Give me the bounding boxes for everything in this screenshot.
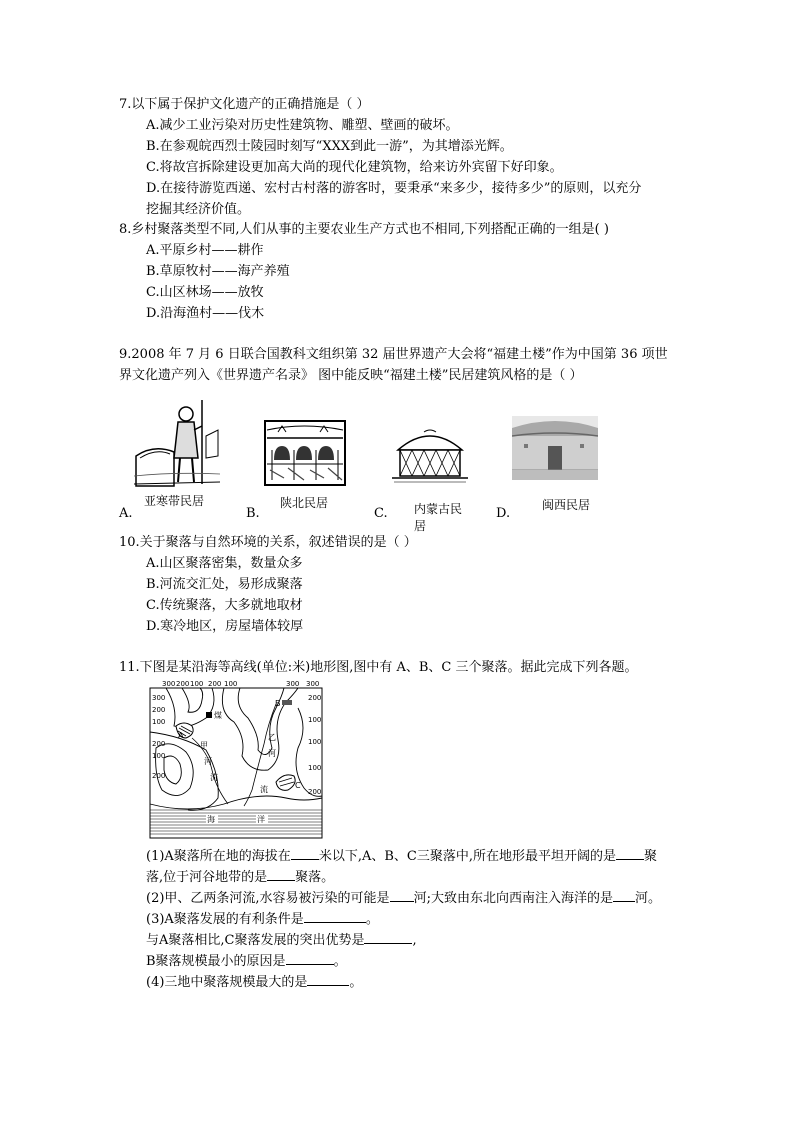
map-top-label: 200 bbox=[208, 680, 222, 688]
contour-map bbox=[148, 678, 326, 840]
q11-sub3-text-f: 。 bbox=[333, 954, 347, 969]
coal-label: 煤 bbox=[214, 711, 222, 720]
sea-label-1: 海 bbox=[207, 815, 215, 824]
q10-option-b: B.河流交汇处，易形成聚落 bbox=[146, 577, 303, 592]
q7-option-d-cont: 挖掘其经济价值。 bbox=[146, 202, 251, 217]
q11-sub3-text-c: 与A聚落相比,C聚落发展的突出优势是 bbox=[146, 933, 365, 948]
q11-sub1-text-d: 落,位于河谷地带的是 bbox=[146, 870, 268, 885]
settlement-a-label: A bbox=[178, 731, 184, 740]
q11-sub3 bbox=[146, 909, 379, 929]
q11-sub2-text-b: 河;大致由东北向西南注入海洋的是 bbox=[413, 891, 613, 906]
q9-image-a bbox=[134, 396, 220, 508]
q11-sub3-e bbox=[146, 951, 347, 971]
map-top-label: 300 bbox=[306, 680, 320, 688]
sea-label-2: 洋 bbox=[257, 815, 265, 824]
answer-blank[interactable] bbox=[390, 888, 414, 902]
q9-caption-a: 亚寒带民居 bbox=[144, 494, 205, 508]
q11-sub3-text-a: (3)A聚落发展的有利条件是 bbox=[146, 912, 304, 927]
q9-letter-a: A. bbox=[119, 506, 133, 521]
q11-sub4-text-a: (4)三地中聚落规模最大的是 bbox=[146, 975, 308, 990]
river-yi-he-label: 河 bbox=[268, 749, 276, 758]
map-right-label: 200 bbox=[308, 694, 322, 702]
map-top-label: 300 bbox=[162, 680, 176, 688]
q11-sub3-text-d: , bbox=[412, 933, 417, 948]
map-left-label: 200 bbox=[152, 740, 166, 748]
answer-blank[interactable] bbox=[616, 846, 644, 860]
q11-sub1-line1 bbox=[146, 846, 657, 866]
q7-option-a: A.减少工业污染对历史性建筑物、雕塑、壁画的破坏。 bbox=[146, 118, 459, 133]
answer-blank[interactable] bbox=[267, 867, 295, 881]
q11-sub2-text-c: 河。 bbox=[634, 891, 661, 906]
q11-sub1-line2 bbox=[146, 867, 334, 887]
answer-blank[interactable] bbox=[613, 888, 635, 902]
q7-option-d: D.在接待游览西递、宏村古村落的游客时，要秉承“来多少，接待多少”的原则，以充分 bbox=[146, 181, 642, 196]
q11-sub1-text-e: 聚落。 bbox=[295, 870, 335, 885]
q8-option-d: D.沿海渔村——伐木 bbox=[146, 306, 265, 321]
map-left-label: 100 bbox=[152, 718, 166, 726]
q9-image-c bbox=[390, 420, 470, 533]
q8-option-a: A.平原乡村——耕作 bbox=[146, 243, 264, 258]
q9-caption-d: 闽西民居 bbox=[542, 498, 591, 512]
river-yi-liu-label: 流 bbox=[260, 785, 268, 794]
q9-letter-c: C. bbox=[374, 506, 388, 521]
river-jia-liu-label: 流 bbox=[210, 773, 218, 782]
cave-dwelling-picture bbox=[264, 420, 346, 486]
map-left-label: 100 bbox=[152, 752, 166, 760]
q11-sub3-text-b: 。 bbox=[365, 912, 379, 927]
q11-sub4 bbox=[146, 972, 362, 992]
q10-option-a: A.山区聚落密集，数量众多 bbox=[146, 556, 303, 571]
answer-blank[interactable] bbox=[291, 846, 319, 860]
q11-sub1-text-b: 米以下,A、B、C三聚落中,所在地形最平坦开阔的是 bbox=[318, 849, 616, 864]
q11-sub3-text-e: B聚落规模最小的原因是 bbox=[146, 954, 286, 969]
q9-caption-c: 内蒙古民居 bbox=[414, 502, 463, 533]
q8-stem: 8.乡村聚落类型不同,人们从事的主要农业生产方式也不相同,下列搭配正确的一组是( ) bbox=[119, 222, 609, 237]
map-right-label: 100 bbox=[308, 716, 322, 724]
tulou-picture bbox=[512, 416, 598, 480]
answer-blank[interactable] bbox=[304, 909, 366, 923]
q7-stem: 7.以下属于保护文化遗产的正确措施是（ ） bbox=[119, 97, 370, 112]
map-right-label: 100 bbox=[308, 738, 322, 746]
q9-stem-line2: 界文化遗产列入《世界遗产名录》 图中能反映“福建土楼”民居建筑风格的是（ ） bbox=[119, 368, 583, 383]
map-top-label: 100 bbox=[224, 680, 238, 688]
map-top-label: 300 bbox=[286, 680, 300, 688]
q9-caption-b: 陕北民居 bbox=[280, 496, 329, 510]
yurt-picture bbox=[390, 420, 470, 486]
q10-stem: 10.关于聚落与自然环境的关系，叙述错误的是（ ） bbox=[119, 535, 417, 550]
q10-option-d: D.寒冷地区，房屋墙体较厚 bbox=[146, 619, 304, 634]
q11-sub4-text-b: 。 bbox=[349, 975, 363, 990]
q10-option-c: C.传统聚落，大多就地取材 bbox=[146, 598, 303, 613]
q9-image-b bbox=[264, 420, 346, 512]
map-left-label: 200 bbox=[152, 772, 166, 780]
q8-option-b: B.草原牧村——海产养殖 bbox=[146, 264, 290, 279]
q11-sub3-c bbox=[146, 930, 417, 950]
answer-blank[interactable] bbox=[286, 951, 334, 965]
map-right-label: 100 bbox=[308, 764, 322, 772]
q11-stem: 11.下图是某沿海等高线(单位:米)地形图,图中有 A、B、C 三个聚落。据此完成下列各题。 bbox=[119, 660, 638, 675]
q11-sub1-text-a: (1)A聚落所在地的海拔在 bbox=[146, 849, 291, 864]
map-left-label: 300 bbox=[152, 694, 166, 702]
q7-option-c: C.将故宫拆除建设更加高大尚的现代化建筑物，给来访外宾留下好印象。 bbox=[146, 160, 563, 175]
map-top-label: 200 bbox=[176, 680, 190, 688]
map-right-label: 200 bbox=[308, 788, 322, 796]
map-top-label: 100 bbox=[190, 680, 204, 688]
answer-blank[interactable] bbox=[364, 930, 412, 944]
river-jia-label: 甲 bbox=[200, 741, 208, 750]
map-left-label: 200 bbox=[152, 706, 166, 714]
q11-sub1-text-c: 聚 bbox=[643, 849, 657, 864]
q11-sub2-text-a: (2)甲、乙两条河流,水容易被污染的可能是 bbox=[146, 891, 390, 906]
subarctic-dwelling-picture bbox=[134, 396, 220, 488]
q9-letter-b: B. bbox=[246, 506, 260, 521]
q8-option-c: C.山区林场——放牧 bbox=[146, 285, 264, 300]
q9-stem-line1: 9.2008 年 7 月 6 日联合国教科文组织第 32 届世界遗产大会将“福建土楼”作为中国第 36 项世 bbox=[119, 347, 668, 362]
coal-icon bbox=[206, 712, 212, 718]
settlement-b bbox=[282, 700, 292, 705]
q9-image-d bbox=[512, 416, 598, 512]
q7-option-b: B.在参观皖西烈士陵园时刻写“XXX到此一游”，为其增添光辉。 bbox=[146, 139, 513, 154]
settlement-c-label: C bbox=[295, 781, 301, 790]
settlement-b-label: B bbox=[275, 699, 281, 708]
river-jia-he-label: 河 bbox=[204, 757, 212, 766]
q9-letter-d: D. bbox=[496, 506, 511, 521]
q11-sub2 bbox=[146, 888, 661, 908]
river-yi-label: 乙 bbox=[268, 733, 276, 742]
answer-blank[interactable] bbox=[307, 972, 349, 986]
